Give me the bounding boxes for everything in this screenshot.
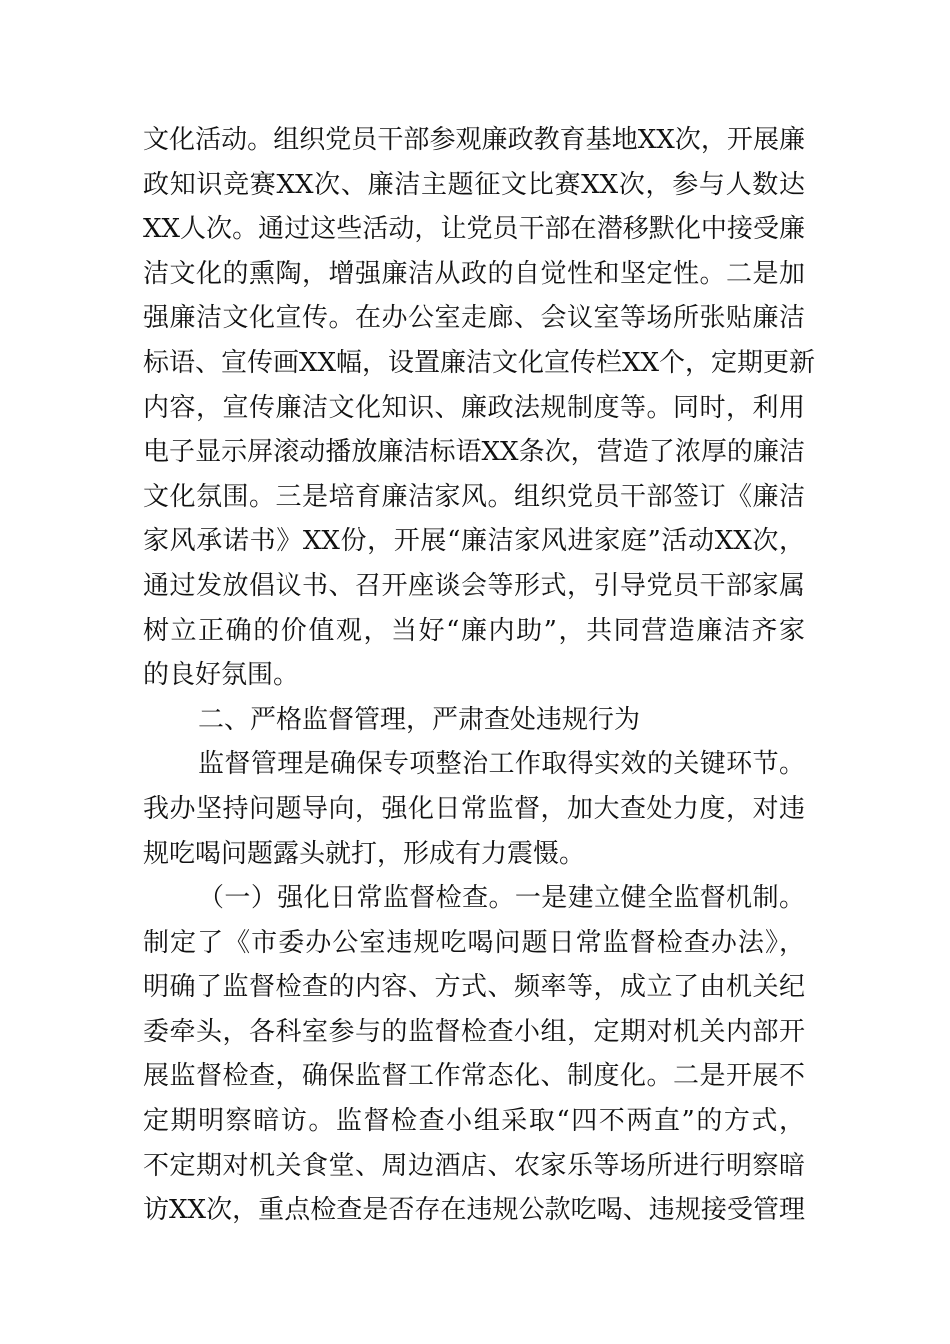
paragraph-line: 委牵头，各科室参与的监督检查小组，定期对机关内部开 xyxy=(143,1016,805,1047)
paragraph-line: 通过发放倡议书、召开座谈会等形式，引导党员干部家属 xyxy=(143,570,805,601)
paragraph-line: 定期明察暗访。监督检查小组采取“四不两直”的方式， xyxy=(143,1106,805,1137)
paragraph-line: 的良好氛围。 xyxy=(143,660,300,691)
paragraph-line: 洁文化的熏陶，增强廉洁从政的自觉性和坚定性。二是加 xyxy=(143,258,805,289)
section-heading: 二、严格监督管理，严肃查处违规行为 xyxy=(198,704,641,735)
paragraph-line: 不定期对机关食堂、周边酒店、农家乐等场所进行明察暗 xyxy=(143,1150,805,1181)
paragraph-line: 明确了监督检查的内容、方式、频率等，成立了由机关纪 xyxy=(143,972,805,1003)
paragraph-line: 文化氛围。三是培育廉洁家风。组织党员干部签订《廉洁 xyxy=(143,481,805,512)
paragraph-line: 电子显示屏滚动播放廉洁标语XX条次，营造了浓厚的廉洁 xyxy=(143,437,805,468)
paragraph-line: 树立正确的价值观，当好“廉内助”，共同营造廉洁齐家 xyxy=(143,615,805,646)
paragraph-line: 访XX次，重点检查是否存在违规公款吃喝、违规接受管理 xyxy=(143,1195,805,1226)
paragraph-line: 监督管理是确保专项整治工作取得实效的关键环节。 xyxy=(198,749,805,780)
paragraph-line: 文化活动。组织党员干部参观廉政教育基地XX次，开展廉 xyxy=(143,125,805,155)
paragraph-line: 制定了《市委办公室违规吃喝问题日常监督检查办法》， xyxy=(143,927,805,958)
paragraph-line: XX人次。通过这些活动，让党员干部在潜移默化中接受廉 xyxy=(143,214,805,245)
paragraph-line: 我办坚持问题导向，强化日常监督，加大查处力度，对违 xyxy=(143,793,805,824)
paragraph-line: 政知识竞赛XX次、廉洁主题征文比赛XX次，参与人数达 xyxy=(143,169,805,200)
subsection-line: （一）强化日常监督检查。一是建立健全监督机制。 xyxy=(198,883,805,914)
paragraph-line: 标语、宣传画XX幅，设置廉洁文化宣传栏XX个，定期更新 xyxy=(143,347,816,378)
paragraph-line: 强廉洁文化宣传。在办公室走廊、会议室等场所张贴廉洁 xyxy=(143,303,805,334)
paragraph-line: 家风承诺书》XX份，开展“廉洁家风进家庭”活动XX次， xyxy=(143,526,805,557)
paragraph-line: 规吃喝问题露头就打，形成有力震慑。 xyxy=(143,838,586,869)
document-page xyxy=(143,118,816,1233)
paragraph-line: 内容，宣传廉洁文化知识、廉政法规制度等。同时，利用 xyxy=(143,392,805,423)
paragraph-line: 展监督检查，确保监督工作常态化、制度化。二是开展不 xyxy=(143,1061,805,1092)
